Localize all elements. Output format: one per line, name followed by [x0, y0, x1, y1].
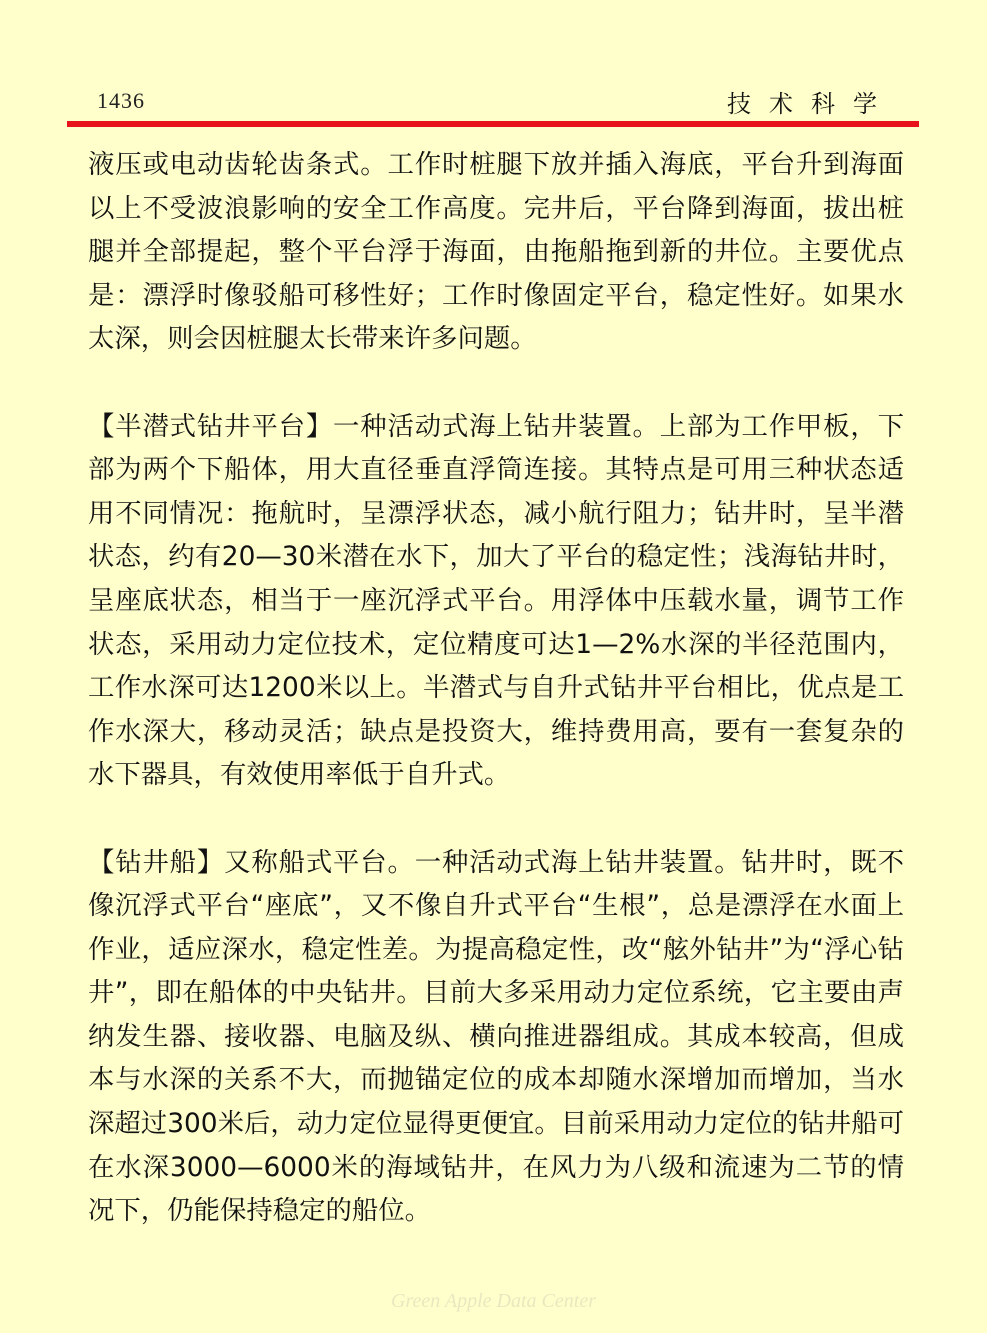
paragraph-jackup-continued: 液压或电动齿轮齿条式。工作时桩腿下放并插入海底，平台升到海面以上不受波浪影响的安全工作高度。完井后，平台降到海面，拔出桩腿并全部提起，整个平台浮于海面，由拖船拖到新的井位。主要优点是：漂浮时像驳船可移性好；工作时像固定平台，稳定性好。如果水太深，则会因桩腿太长带来许多问题。	[88, 149, 904, 355]
page-header	[0, 0, 987, 130]
journal-title: 技术科学	[727, 90, 895, 118]
watermark: Green Apple Data Center	[391, 1290, 596, 1312]
article-body	[88, 143, 904, 1233]
header-rule	[67, 121, 919, 127]
page-number: 1436	[97, 88, 145, 113]
paragraph-semi-submersible: 【半潜式钻井平台】一种活动式海上钻井装置。上部为工作甲板，下部为两个下船体，用大直径垂直浮筒连接。其特点是可用三种状态适用不同情况：拖航时，呈漂浮状态，减小航行阻力；钻井时，呈半潜状态，约有20—30米潜在水下，加大了平台的稳定性；浅海钻井时，呈座底状态，相当于一座沉浮式平台。用浮体中压载水量，调节工作状态，采用动力定位技术，定位精度可达1—2%水深的半径范围内，工作水深可达1200米以上。半潜式与自升式钻井平台相比，优点是工作水深大，移动灵活；缺点是投资大，维持费用高，要有一套复杂的水下器具，有效使用率低于自升式。	[88, 410, 904, 791]
paragraph-drillship: 【钻井船】又称船式平台。一种活动式海上钻井装置。钻井时，既不像沉浮式平台“座底”，又不像自升式平台“生根”，总是漂浮在水面上作业，适应深水，稳定性差。为提高稳定性，改“舷外钻井”为“浮心钻井”，即在船体的中央钻井。目前大多采用动力定位系统，它主要由声纳发生器、接收器、电脑及纵、横向推进器组成。其成本较高，但成本与水深的关系不大，而抛锚定位的成本却随水深增加而增加，当水深超过300米后，动力定位显得更便宜。目前采用动力定位的钻井船可在水深3000—6000米的海域钻井，在风力为八级和流速为二节的情况下，仍能保持稳定的船位。	[88, 846, 904, 1227]
